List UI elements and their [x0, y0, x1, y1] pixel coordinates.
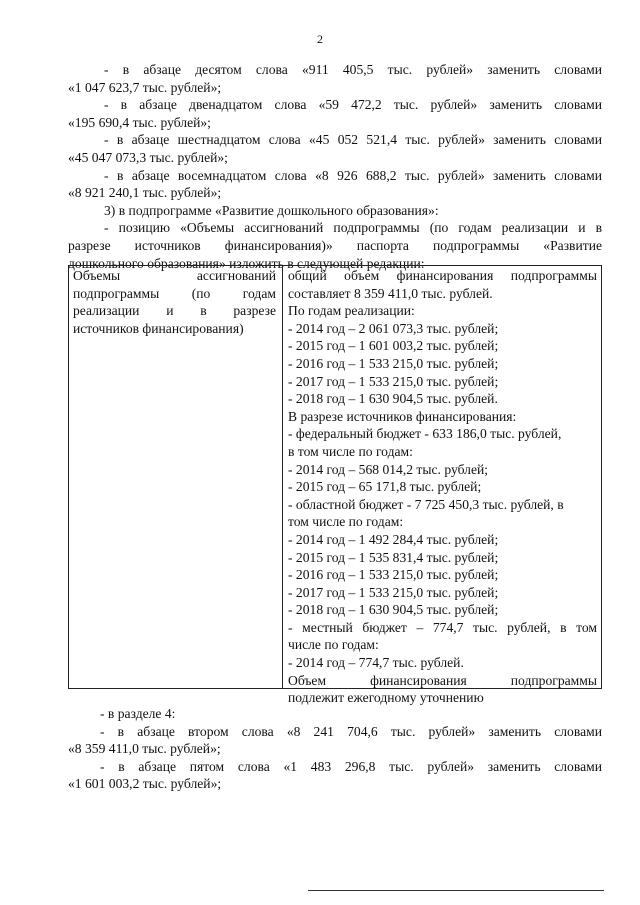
text-line: «8 921 240,1 тыс. рублей»;	[68, 185, 222, 201]
footer-rule	[308, 890, 604, 891]
table-label-line: источников финансирования)	[73, 320, 244, 336]
text-line: - в абзаце пятом слова «1 483 296,8 тыс. рублей» заменить словами	[100, 758, 602, 774]
table-right-cell	[283, 266, 601, 706]
table-value-line: - 2016 год – 1 533 215,0 тыс. рублей;	[288, 355, 499, 371]
table-value-line: - 2014 год – 774,7 тыс. рублей.	[288, 655, 464, 671]
table-value-line: - местный бюджет – 774,7 тыс. рублей, в том	[288, 619, 597, 635]
table-value-line: в том числе по годам:	[288, 443, 413, 459]
text-line: - в абзаце десятом слова «911 405,5 тыс. рублей» заменить словами	[104, 62, 602, 77]
table-left-cell	[69, 266, 283, 688]
table-label-line: подпрограммы (по годам	[73, 285, 276, 301]
table-value-line: числе по годам:	[288, 637, 379, 653]
outro-paragraphs	[68, 705, 602, 793]
allocations-table	[68, 265, 602, 706]
table-value-line: - 2015 год – 1 601 003,2 тыс. рублей;	[288, 338, 499, 354]
text-line: - в абзаце шестнадцатом слова «45 052 521,4 тыс. рублей» заменить словами	[104, 132, 602, 148]
table-label-line: реализации и в разрезе	[73, 303, 276, 319]
table-value-line: - 2014 год – 568 014,2 тыс. рублей;	[288, 461, 489, 477]
text-line: 3) в подпрограмме «Развитие дошкольного образования»:	[104, 202, 439, 218]
table-value-line: В разрезе источников финансирования:	[288, 408, 517, 424]
table-label-line: Объемы ассигнований	[73, 268, 276, 283]
text-line: «8 359 411,0 тыс. рублей»;	[68, 741, 221, 757]
table-value-line: - 2015 год – 1 535 831,4 тыс. рублей;	[288, 549, 499, 565]
table-value-line: - областной бюджет - 7 725 450,3 тыс. рублей, в	[288, 496, 564, 512]
table-value-line: - 2014 год – 2 061 073,3 тыс. рублей;	[288, 320, 499, 336]
table-value-line: составляет 8 359 411,0 тыс. рублей.	[288, 285, 493, 301]
table-value-line: - 2014 год – 1 492 284,4 тыс. рублей;	[288, 531, 499, 547]
text-line: - в разделе 4:	[100, 706, 176, 721]
intro-paragraphs	[68, 61, 602, 272]
text-line: - позицию «Объемы ассигнований подпрограммы (по годам реализации и в	[104, 220, 602, 236]
table-value-line: - 2015 год – 65 171,8 тыс. рублей;	[288, 479, 482, 495]
text-line: «195 690,4 тыс. рублей»;	[68, 114, 211, 130]
table-value-line: - 2018 год – 1 630 904,5 тыс. рублей;	[288, 602, 499, 618]
text-line: «1 047 623,7 тыс. рублей»;	[68, 79, 222, 95]
text-line: - в абзаце двенадцатом слова «59 472,2 тыс. рублей» заменить словами	[104, 97, 602, 113]
table-value-line: Объем финансирования подпрограммы	[288, 672, 597, 688]
table-value-line: По годам реализации:	[288, 303, 415, 319]
text-line: дошкольного образования» изложить в следующей редакции:	[68, 255, 425, 271]
table-value-line: - 2018 год – 1 630 904,5 тыс. рублей.	[288, 391, 498, 407]
table-value-line: - 2017 год – 1 533 215,0 тыс. рублей;	[288, 584, 499, 600]
table-value-line: - федеральный бюджет - 633 186,0 тыс. рублей,	[288, 426, 562, 442]
table-value-line: - 2017 год – 1 533 215,0 тыс. рублей;	[288, 373, 499, 389]
text-line: разрезе источников финансирования)» паспорта подпрограммы «Развитие	[68, 237, 602, 253]
text-line: - в абзаце восемнадцатом слова «8 926 688,2 тыс. рублей» заменить словами	[104, 167, 602, 183]
table-value-line: - 2016 год – 1 533 215,0 тыс. рублей;	[288, 567, 499, 583]
text-line: «1 601 003,2 тыс. рублей»;	[68, 776, 222, 792]
page-number: 2	[317, 32, 323, 46]
table-value-line: том числе по годам:	[288, 514, 404, 530]
table-value-line: общий объем финансирования подпрограммы	[288, 268, 597, 283]
text-line: «45 047 073,3 тыс. рублей»;	[68, 149, 228, 165]
table-value-line: подлежит ежегодному уточнению	[288, 690, 484, 706]
text-line: - в абзаце втором слова «8 241 704,6 тыс. рублей» заменить словами	[100, 723, 602, 739]
